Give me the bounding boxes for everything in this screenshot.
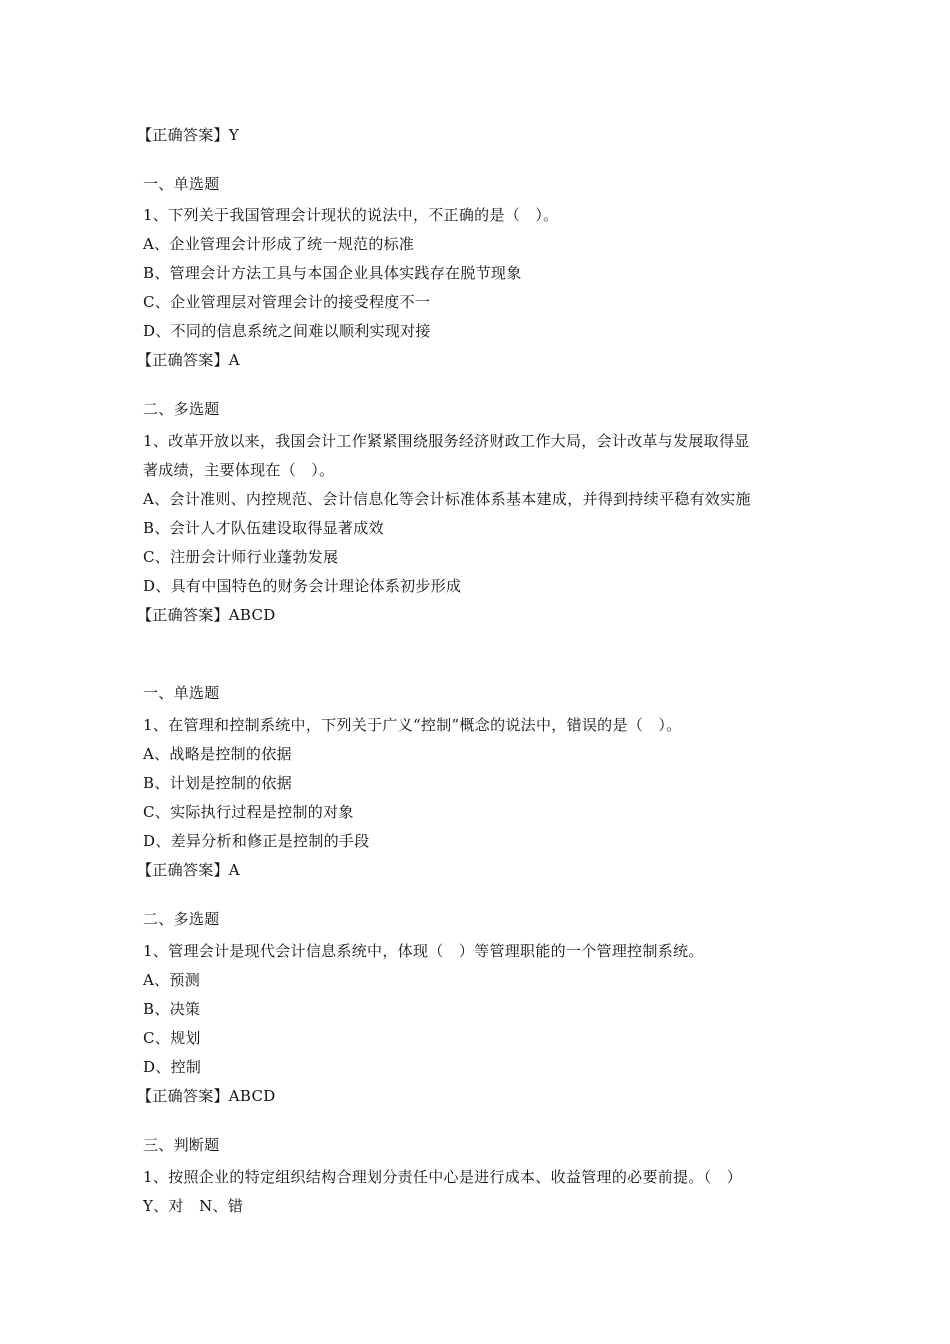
answer-line: 【正确答案】ABCD	[137, 606, 276, 624]
question-text: 1、按照企业的特定组织结构合理划分责任中心是进行成本、收益管理的必要前提。（ ）	[143, 1168, 743, 1186]
section-heading: 二、多选题	[143, 910, 220, 928]
option-b: B、决策	[143, 1000, 201, 1018]
section-heading: 二、多选题	[143, 400, 220, 418]
section-heading: 一、单选题	[143, 175, 220, 193]
question-text: 1、下列关于我国管理会计现状的说法中，不正确的是（ ）。	[143, 206, 559, 224]
section-heading: 一、单选题	[143, 684, 220, 702]
judgement-options: Y、对 N、错	[143, 1197, 244, 1215]
option-c: C、注册会计师行业蓬勃发展	[143, 548, 339, 566]
question-text: 1、改革开放以来，我国会计工作紧紧围绕服务经济财政工作大局，会计改革与发展取得显	[143, 432, 750, 450]
option-d: D、差异分析和修正是控制的手段	[143, 832, 370, 850]
option-c: C、规划	[143, 1029, 201, 1047]
answer-line: 【正确答案】A	[137, 351, 240, 369]
question-text: 1、在管理和控制系统中，下列关于广义“控制”概念的说法中，错误的是（ ）。	[143, 716, 682, 734]
question-text: 1、管理会计是现代会计信息系统中，体现（ ）等管理职能的一个管理控制系统。	[143, 942, 704, 960]
option-c: C、企业管理层对管理会计的接受程度不一	[143, 293, 431, 311]
answer-line: 【正确答案】A	[137, 861, 240, 879]
option-b: B、管理会计方法工具与本国企业具体实践存在脱节现象	[143, 264, 522, 282]
option-c: C、实际执行过程是控制的对象	[143, 803, 354, 821]
option-a: A、战略是控制的依据	[143, 745, 292, 763]
option-d: D、不同的信息系统之间难以顺利实现对接	[143, 322, 431, 340]
answer-line: 【正确答案】ABCD	[137, 1087, 276, 1105]
option-a: A、企业管理会计形成了统一规范的标准	[143, 235, 415, 253]
option-d: D、控制	[143, 1058, 202, 1076]
option-a: A、预测	[143, 971, 201, 989]
section-heading: 三、判断题	[143, 1136, 220, 1154]
option-d: D、具有中国特色的财务会计理论体系初步形成	[143, 577, 462, 595]
question-text-continued: 著成绩，主要体现在（ ）。	[143, 461, 335, 479]
answer-line: 【正确答案】Y	[137, 126, 240, 144]
option-b: B、会计人才队伍建设取得显著成效	[143, 519, 384, 537]
option-b: B、计划是控制的依据	[143, 774, 293, 792]
option-a: A、会计准则、内控规范、会计信息化等会计标准体系基本建成，并得到持续平稳有效实施	[143, 490, 751, 508]
